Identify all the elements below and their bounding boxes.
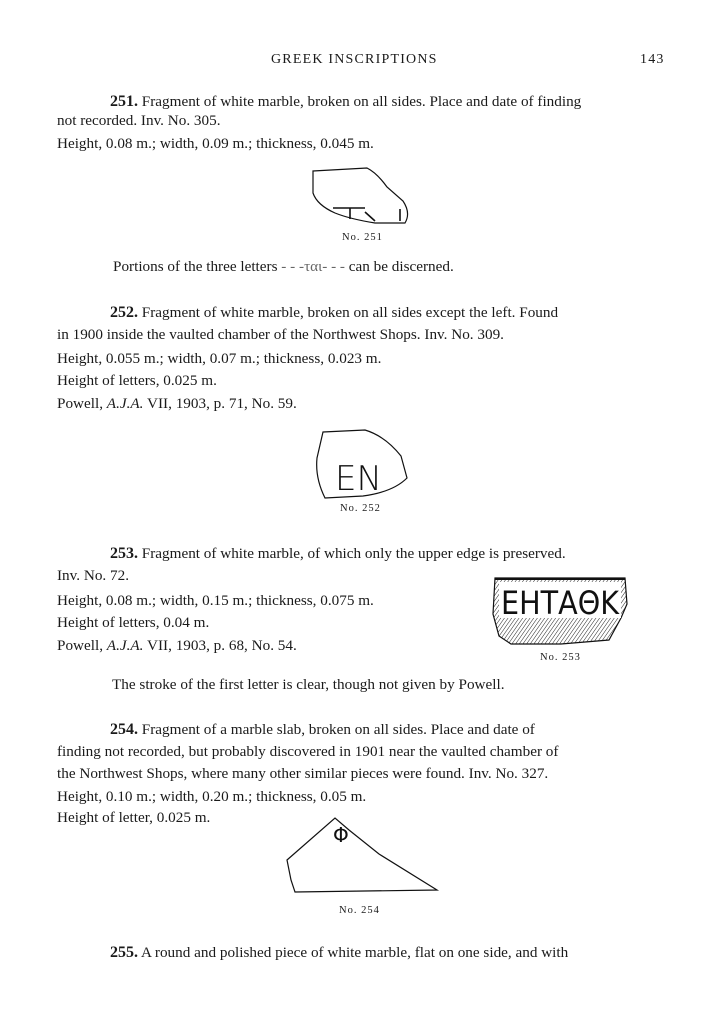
fragment-254-letter: Φ: [333, 823, 349, 847]
entry-251-note: Portions of the three letters - - -ται- - - can be discerned.: [113, 258, 454, 275]
entry-text: A round and polished piece of white marble, flat on one side, and with: [140, 944, 569, 961]
entry-number: 254.: [110, 721, 138, 738]
entry-252-dimensions: Height, 0.055 m.; width, 0.07 m.; thickness, 0.023 m.: [57, 350, 382, 367]
entry-251-dimensions: Height, 0.08 m.; width, 0.09 m.; thickness, 0.045 m.: [57, 135, 374, 152]
fragment-251-drawing: [305, 165, 417, 227]
entry-253-reference: Powell, A.J.A. VII, 1903, p. 68, No. 54.: [57, 637, 297, 654]
entry-253-line-1: [110, 543, 566, 565]
entry-text: Fragment of a marble slab, broken on all sides. Place and date of: [141, 721, 535, 738]
entry-text: Fragment of white marble, broken on all sides except the left. Found: [141, 304, 559, 321]
entry-text: Fragment of white marble, of which only the upper edge is preserved.: [141, 545, 566, 562]
fragment-252-drawing: [313, 428, 409, 500]
fragment-253-letters: ΕΗΤΑΘΚ: [501, 584, 620, 622]
figure-caption-253: No. 253: [540, 652, 581, 663]
figure-caption-252: No. 252: [340, 503, 381, 514]
fragment-254-drawing: [283, 814, 439, 894]
entry-text: Fragment of white marble, broken on all sides. Place and date of finding: [141, 93, 582, 110]
entry-253-inv: Inv. No. 72.: [57, 567, 129, 584]
page-number: 143: [640, 52, 665, 67]
entry-254-dimensions: Height, 0.10 m.; width, 0.20 m.; thickness, 0.05 m.: [57, 788, 367, 805]
entry-254-line-2: finding not recorded, but probably discovered in 1901 near the vaulted chamber of: [57, 743, 559, 760]
figure-caption-251: No. 251: [342, 232, 383, 243]
letters-fragment: - - -ται- - -: [281, 258, 345, 275]
entry-254-line-3: the Northwest Shops, where many other similar pieces were found. Inv. No. 327.: [57, 765, 549, 782]
running-title: GREEK INSCRIPTIONS: [271, 52, 438, 67]
entry-252-line-2: in 1900 inside the vaulted chamber of the Northwest Shops. Inv. No. 309.: [57, 326, 504, 343]
fragment-253-drawing: [491, 574, 629, 648]
entry-252-letter-height: Height of letters, 0.025 m.: [57, 372, 217, 389]
fragment-252-letters: ΕΝ: [335, 459, 382, 499]
entry-number: 252.: [110, 304, 138, 321]
entry-number: 253.: [110, 545, 138, 562]
entry-number: 255.: [110, 944, 138, 961]
entry-253-dimensions: Height, 0.08 m.; width, 0.15 m.; thickness, 0.075 m.: [57, 592, 374, 609]
entry-252-reference: Powell, A.J.A. VII, 1903, p. 71, No. 59.: [57, 395, 297, 412]
figure-caption-254: No. 254: [339, 905, 380, 916]
entry-255-line-1: [110, 942, 568, 964]
entry-251-line-2: not recorded. Inv. No. 305.: [57, 112, 221, 129]
entry-254-line-1: [110, 719, 535, 741]
entry-252-line-1: [110, 302, 558, 324]
entry-number: 251.: [110, 93, 138, 110]
entry-254-letter-height: Height of letter, 0.025 m.: [57, 809, 211, 826]
entry-253-note: The stroke of the first letter is clear, though not given by Powell.: [112, 676, 505, 693]
entry-253-letter-height: Height of letters, 0.04 m.: [57, 614, 210, 631]
